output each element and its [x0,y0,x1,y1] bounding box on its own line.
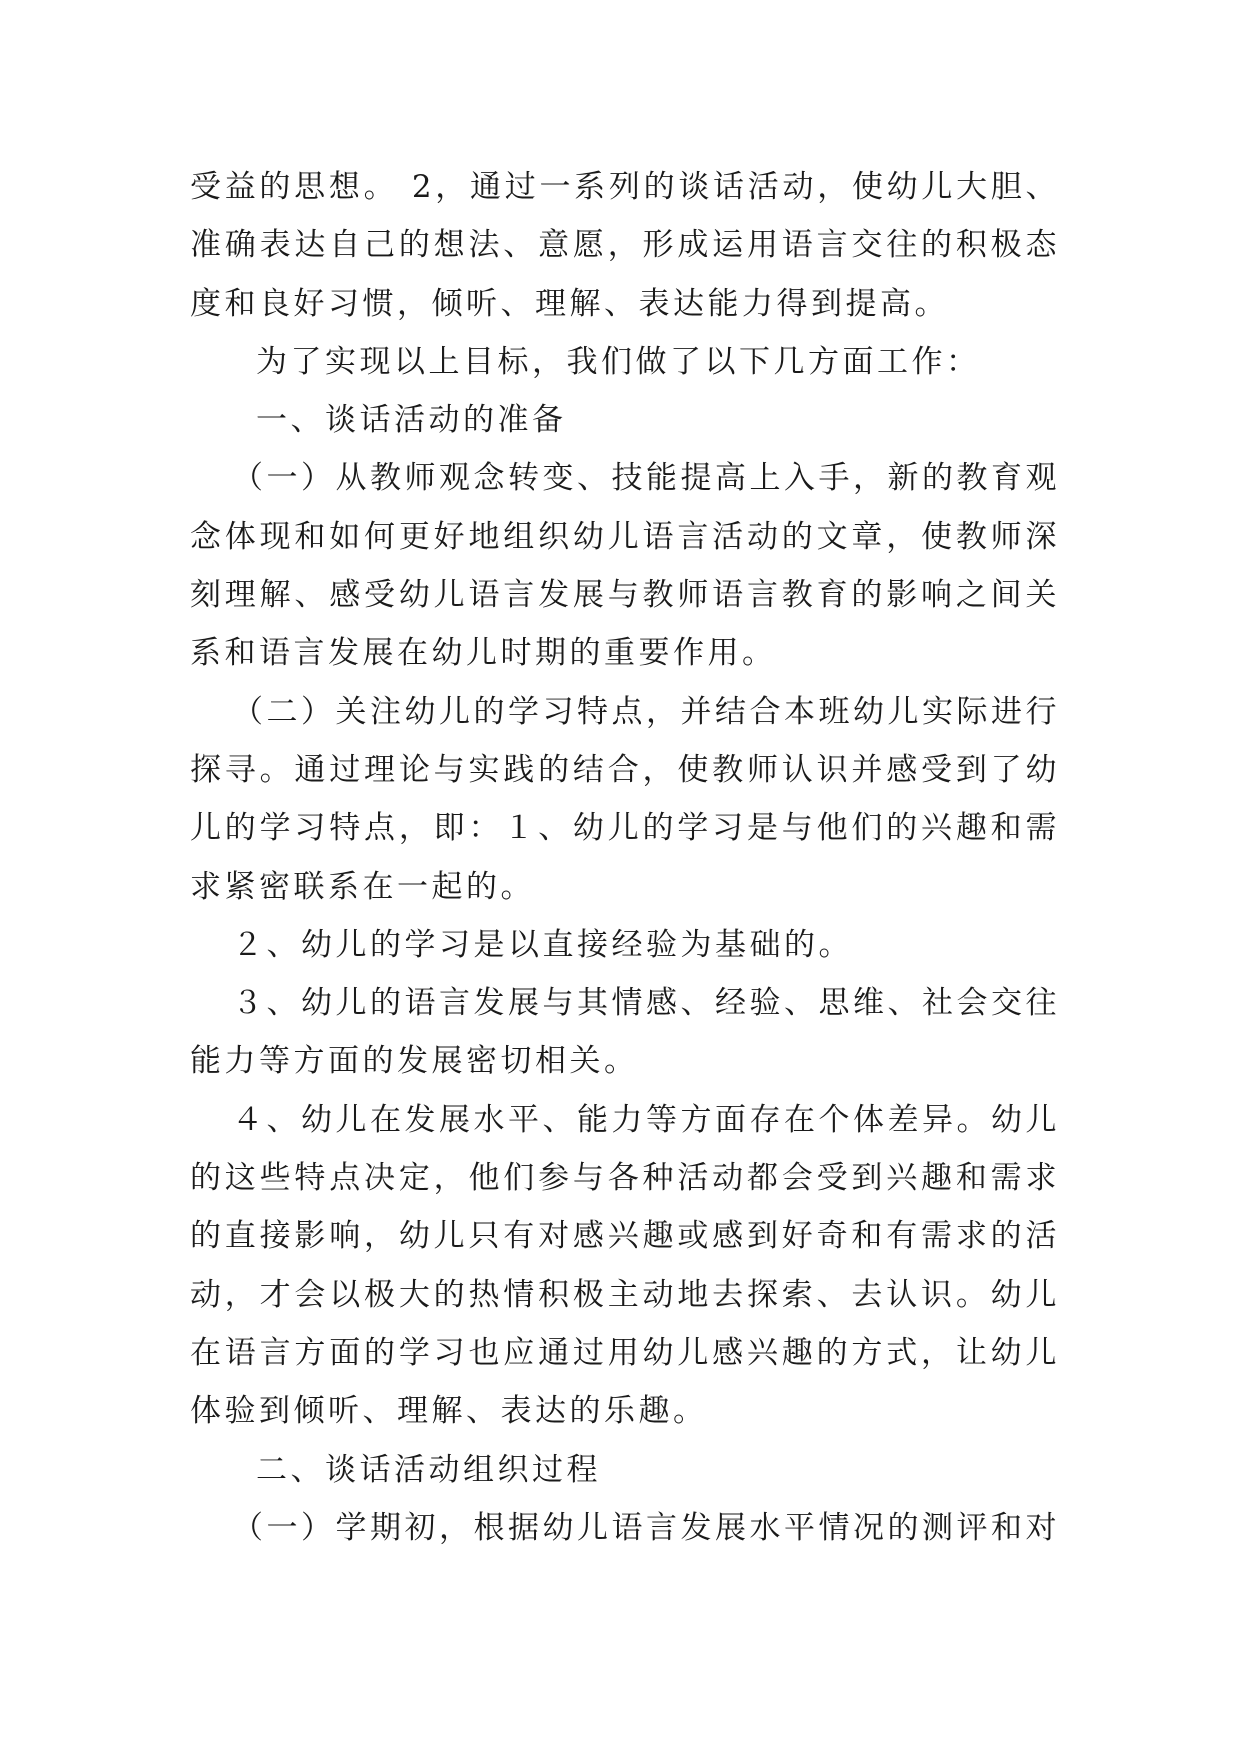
paragraph-continuation: 受益的思想。 2，通过一系列的谈话活动，使幼儿大胆、准确表达自己的想法、意愿，形成运用语言交往的积极态度和良好习惯，倾听、理解、表达能力得到提高。 [190,169,1060,322]
document-body [190,158,1060,1557]
section-heading-process: 二、谈话活动组织过程 [256,1451,601,1488]
paragraph-point-3: ３、幼儿的语言发展与其情感、经验、思维、社会交往能力等方面的发展密切相关。 [190,985,1060,1080]
paragraph-point-2: ２、幼儿的学习是以直接经验为基础的。 [232,926,853,963]
paragraph-point-4: ４、幼儿在发展水平、能力等方面存在个体差异。幼儿的这些特点决定，他们参与各种活动都会受到兴趣和需求的直接影响，幼儿只有对感兴趣或感到好奇和有需求的活动，才会以极大的热情积极主动地去探索、去认识。幼儿在语言方面的学习也应通过用幼儿感兴趣的方式，让幼儿体验到倾听、理解、表达的乐趣。 [190,1101,1060,1430]
paragraph-process-1: （一）学期初，根据幼儿语言发展水平情况的测评和对 [232,1509,1060,1546]
paragraph-intro: 为了实现以上目标，我们做了以下几方面工作： [256,343,981,380]
paragraph-item-2: （二）关注幼儿的学习特点，并结合本班幼儿实际进行探寻。通过理论与实践的结合，使教师认识并感受到了幼儿的学习特点，即：１、幼儿的学习是与他们的兴趣和需求紧密联系在一起的。 [190,693,1060,905]
paragraph-item-1: （一）从教师观念转变、技能提高上入手，新的教育观念体现和如何更好地组织幼儿语言活动的文章，使教师深刻理解、感受幼儿语言发展与教师语言教育的影响之间关系和语言发展在幼儿时期的重要作用。 [190,460,1060,672]
section-heading-preparation: 一、谈话活动的准备 [256,402,567,439]
